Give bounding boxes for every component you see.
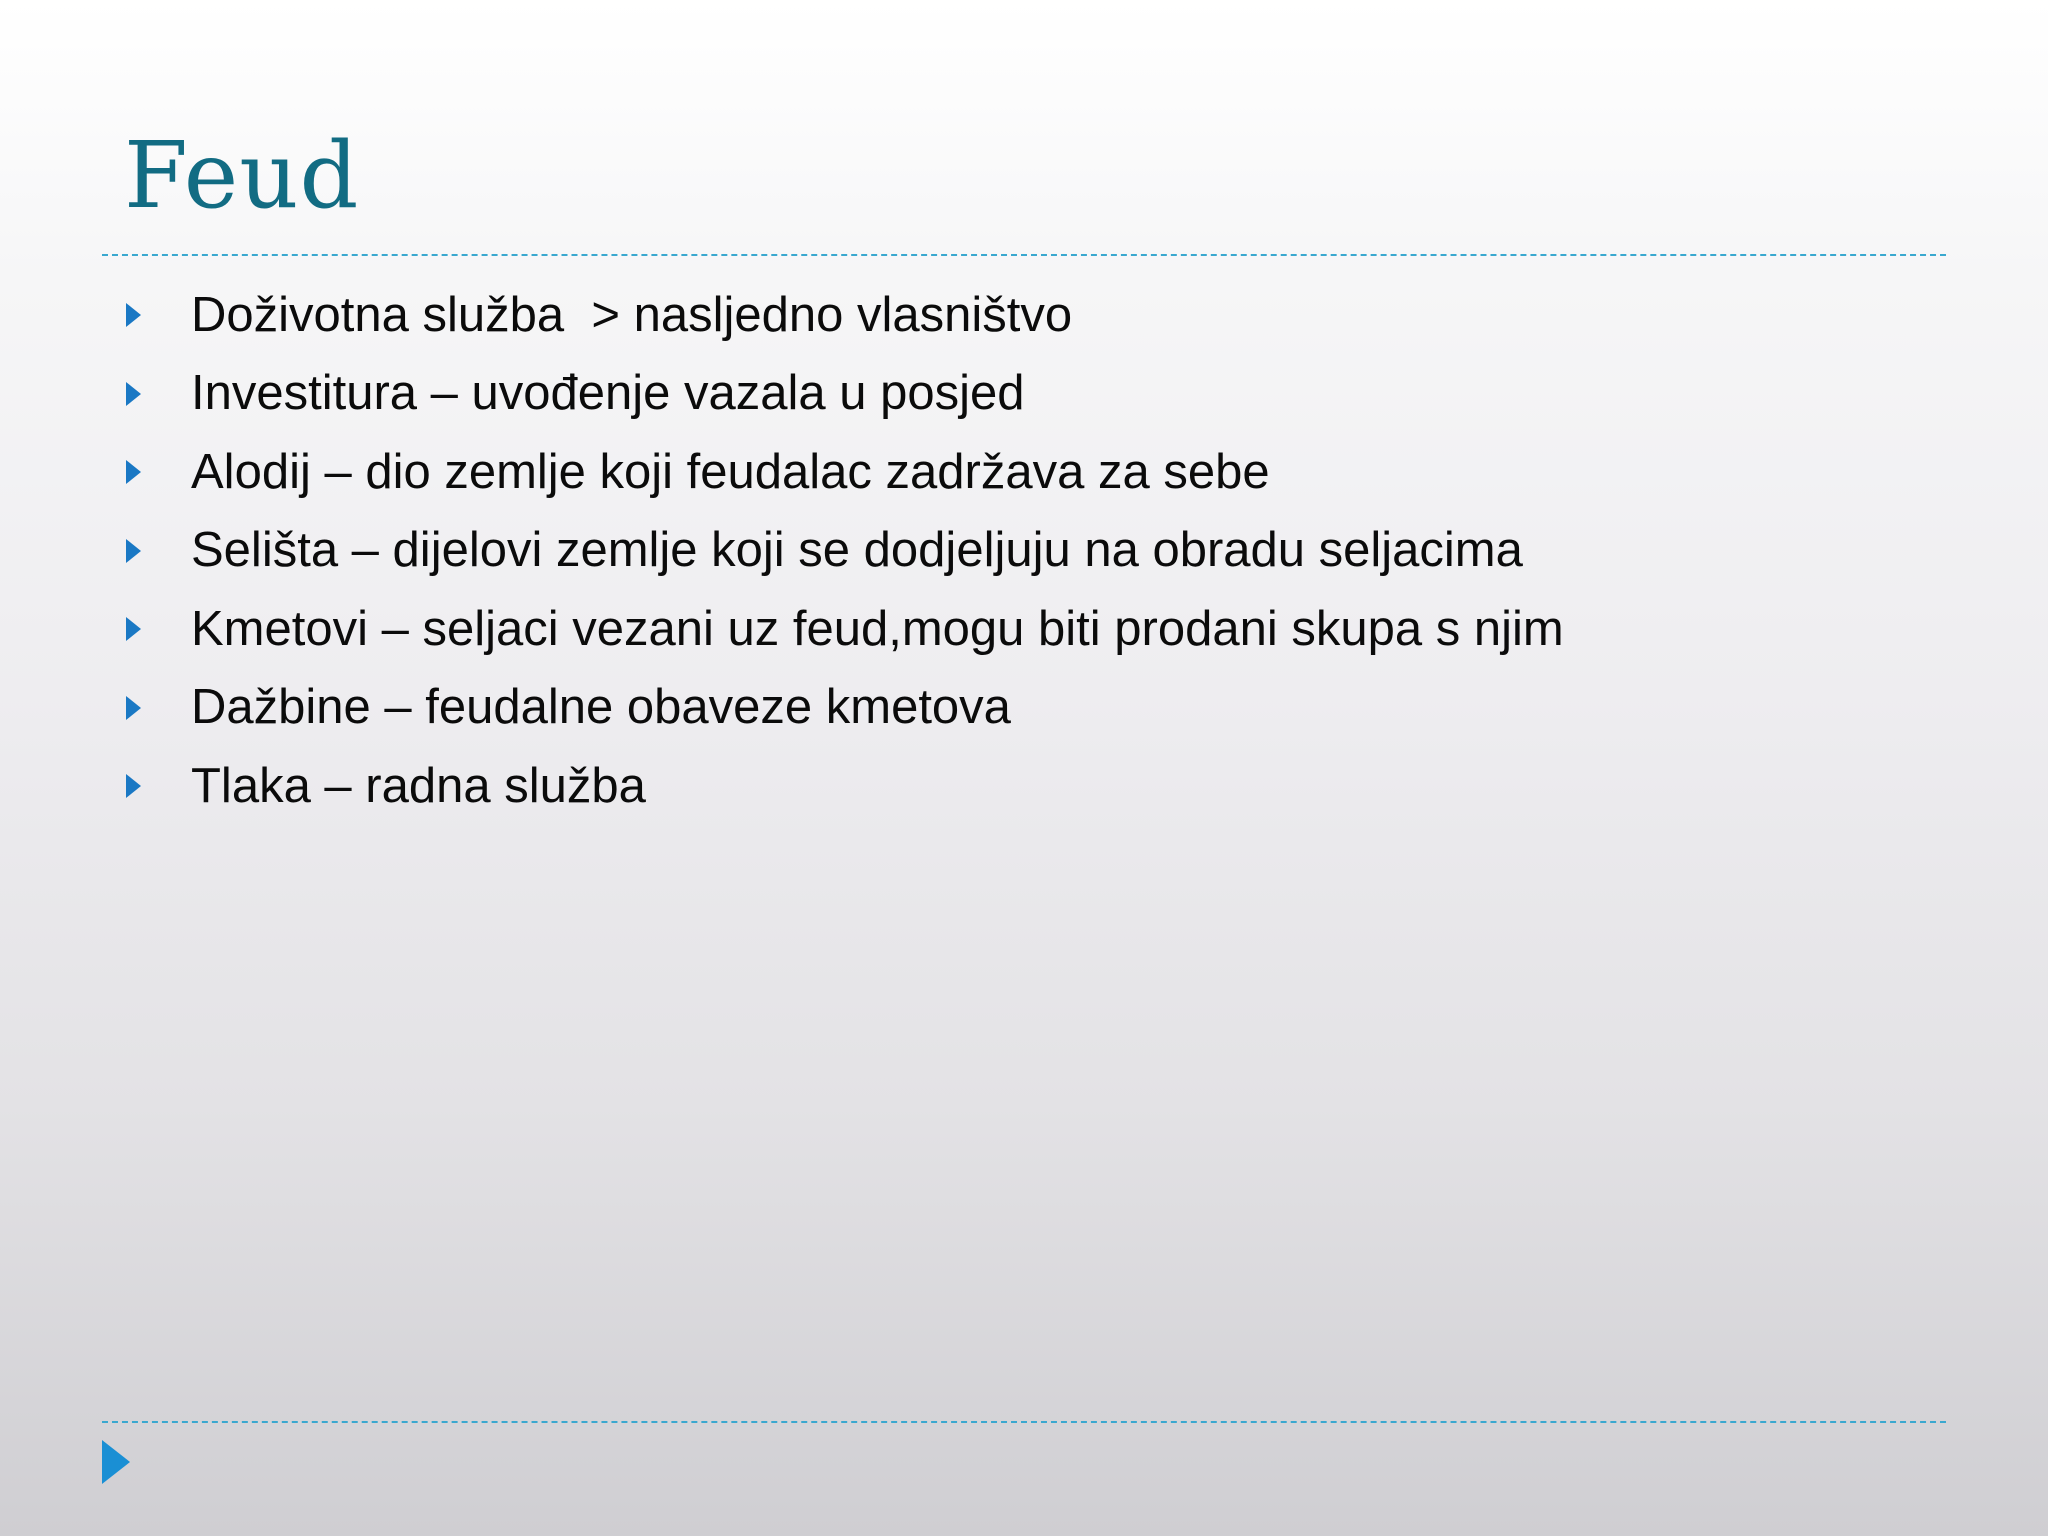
bullet-text: Tlaka – radna služba [191,758,646,813]
list-item [120,747,1564,826]
bullet-triangle-icon [126,539,141,563]
footer-divider [102,1421,1946,1423]
bullet-triangle-icon [126,617,141,641]
list-item [120,512,1564,591]
title-divider [102,254,1946,256]
list-item [120,590,1564,669]
list-item [120,276,1564,355]
slide-title: Feud [124,122,360,229]
bullet-text: Selišta – dijelovi zemlje koji se dodjeljuju na obradu seljacima [191,523,1523,578]
bullet-text: Kmetovi – seljaci vezani uz feud,mogu biti prodani skupa s njim [191,601,1564,656]
next-slide-arrow-icon[interactable] [102,1440,130,1484]
bullet-text: Dažbine – feudalne obaveze kmetova [191,680,1011,735]
list-item [120,669,1564,748]
bullet-text: Doživotna služba > nasljedno vlasništvo [191,287,1073,342]
bullet-list [120,276,1564,826]
bullet-text: Alodij – dio zemlje koji feudalac zadržava za sebe [191,444,1270,499]
bullet-triangle-icon [126,382,141,406]
bullet-triangle-icon [126,460,141,484]
list-item [120,433,1564,512]
bullet-triangle-icon [126,303,141,327]
bullet-text: Investitura – uvođenje vazala u posjed [191,366,1025,421]
bullet-triangle-icon [126,774,141,798]
list-item [120,355,1564,434]
bullet-triangle-icon [126,696,141,720]
